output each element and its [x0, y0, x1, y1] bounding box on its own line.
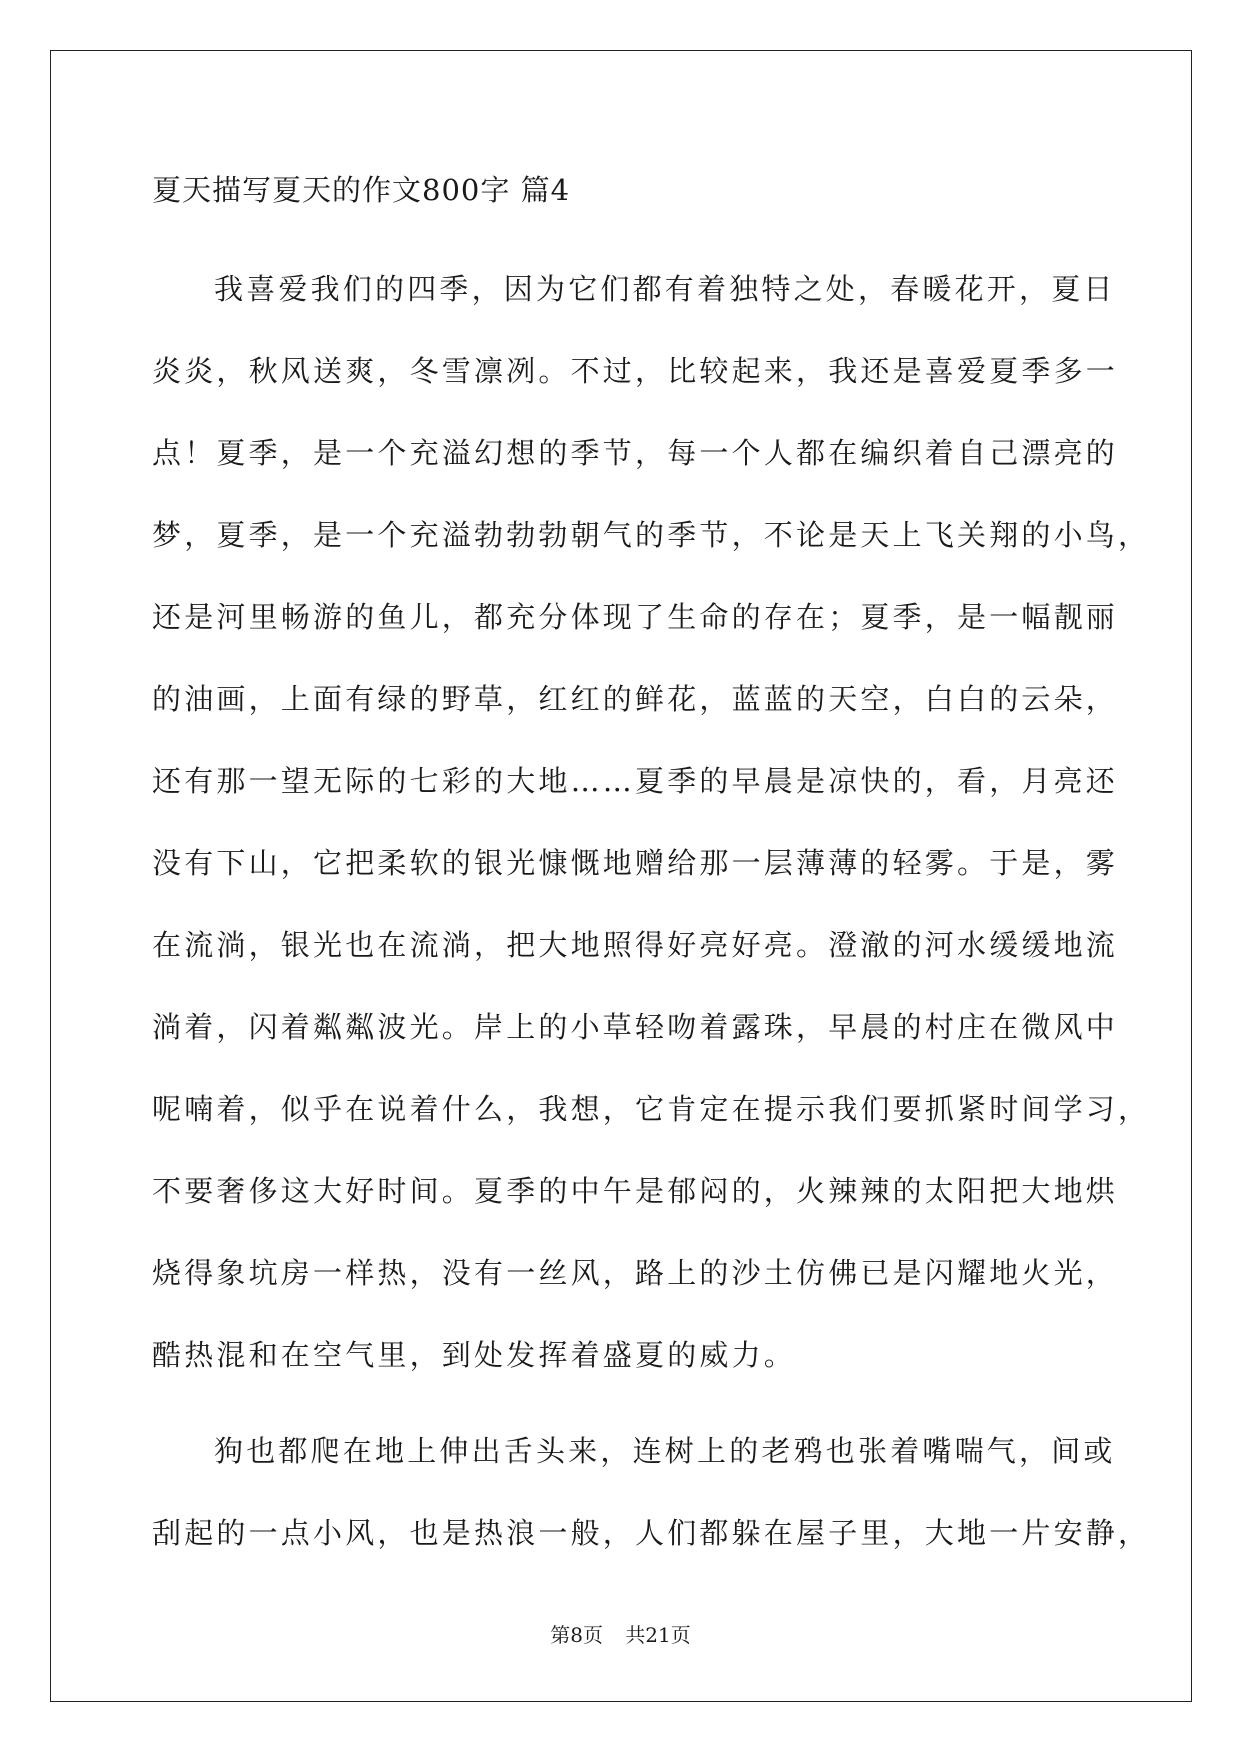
text-line: 不要奢侈这大好时间。夏季的中午是郁闷的，火辣辣的太阳把大地烘 — [152, 1174, 1119, 1208]
text-line: 酷热混和在空气里，到处发挥着盛夏的威力。 — [152, 1338, 797, 1372]
paragraph-1 — [152, 248, 1151, 1396]
text-line: 刮起的一点小风，也是热浪一般，人们都躲在屋子里，大地一片安静， — [152, 1516, 1151, 1550]
text-line: 淌着，闪着粼粼波光。岸上的小草轻吻着露珠，早晨的村庄在微风中 — [152, 1010, 1119, 1044]
paragraph-spacer — [152, 1396, 1092, 1410]
text-line: 的油画，上面有绿的野草，红红的鲜花，蓝蓝的天空，白白的云朵， — [152, 682, 1119, 716]
text-line: 还是河里畅游的鱼儿，都充分体现了生命的存在；夏季，是一幅靓丽 — [152, 600, 1119, 634]
text-line: 在流淌，银光也在流淌，把大地照得好亮好亮。澄澈的河水缓缓地流 — [152, 928, 1119, 962]
current-page-number: 第8页 — [550, 1623, 603, 1647]
total-page-count: 共21页 — [625, 1623, 691, 1647]
text-line: 没有下山，它把柔软的银光慷慨地赠给那一层薄薄的轻雾。于是，雾 — [152, 846, 1119, 880]
text-line: 还有那一望无际的七彩的大地……夏季的早晨是凉快的，看，月亮还 — [152, 764, 1119, 798]
page-footer — [0, 1620, 1241, 1650]
text-line: 我喜爱我们的四季，因为它们都有着独特之处，春暖花开，夏日 — [214, 272, 1116, 306]
text-line: 狗也都爬在地上伸出舌头来，连树上的老鸦也张着嘴喘气，间或 — [214, 1434, 1116, 1468]
document-body — [152, 160, 1151, 1574]
text-line: 点！夏季，是一个充溢幻想的季节，每一个人都在编织着自己漂亮的 — [152, 436, 1119, 470]
text-line: 梦，夏季，是一个充溢勃勃勃朝气的季节，不论是天上飞关翔的小鸟， — [152, 518, 1151, 552]
text-line: 呢喃着，似乎在说着什么，我想，它肯定在提示我们要抓紧时间学习， — [152, 1092, 1151, 1126]
paragraph-2 — [152, 1410, 1151, 1574]
text-line: 炎炎，秋风送爽，冬雪凛冽。不过，比较起来，我还是喜爱夏季多一 — [152, 354, 1119, 388]
document-title: 夏天描写夏天的作文800字 篇4 — [152, 173, 571, 207]
text-line: 烧得象坑房一样热，没有一丝风，路上的沙土仿佛已是闪耀地火光， — [152, 1256, 1119, 1290]
